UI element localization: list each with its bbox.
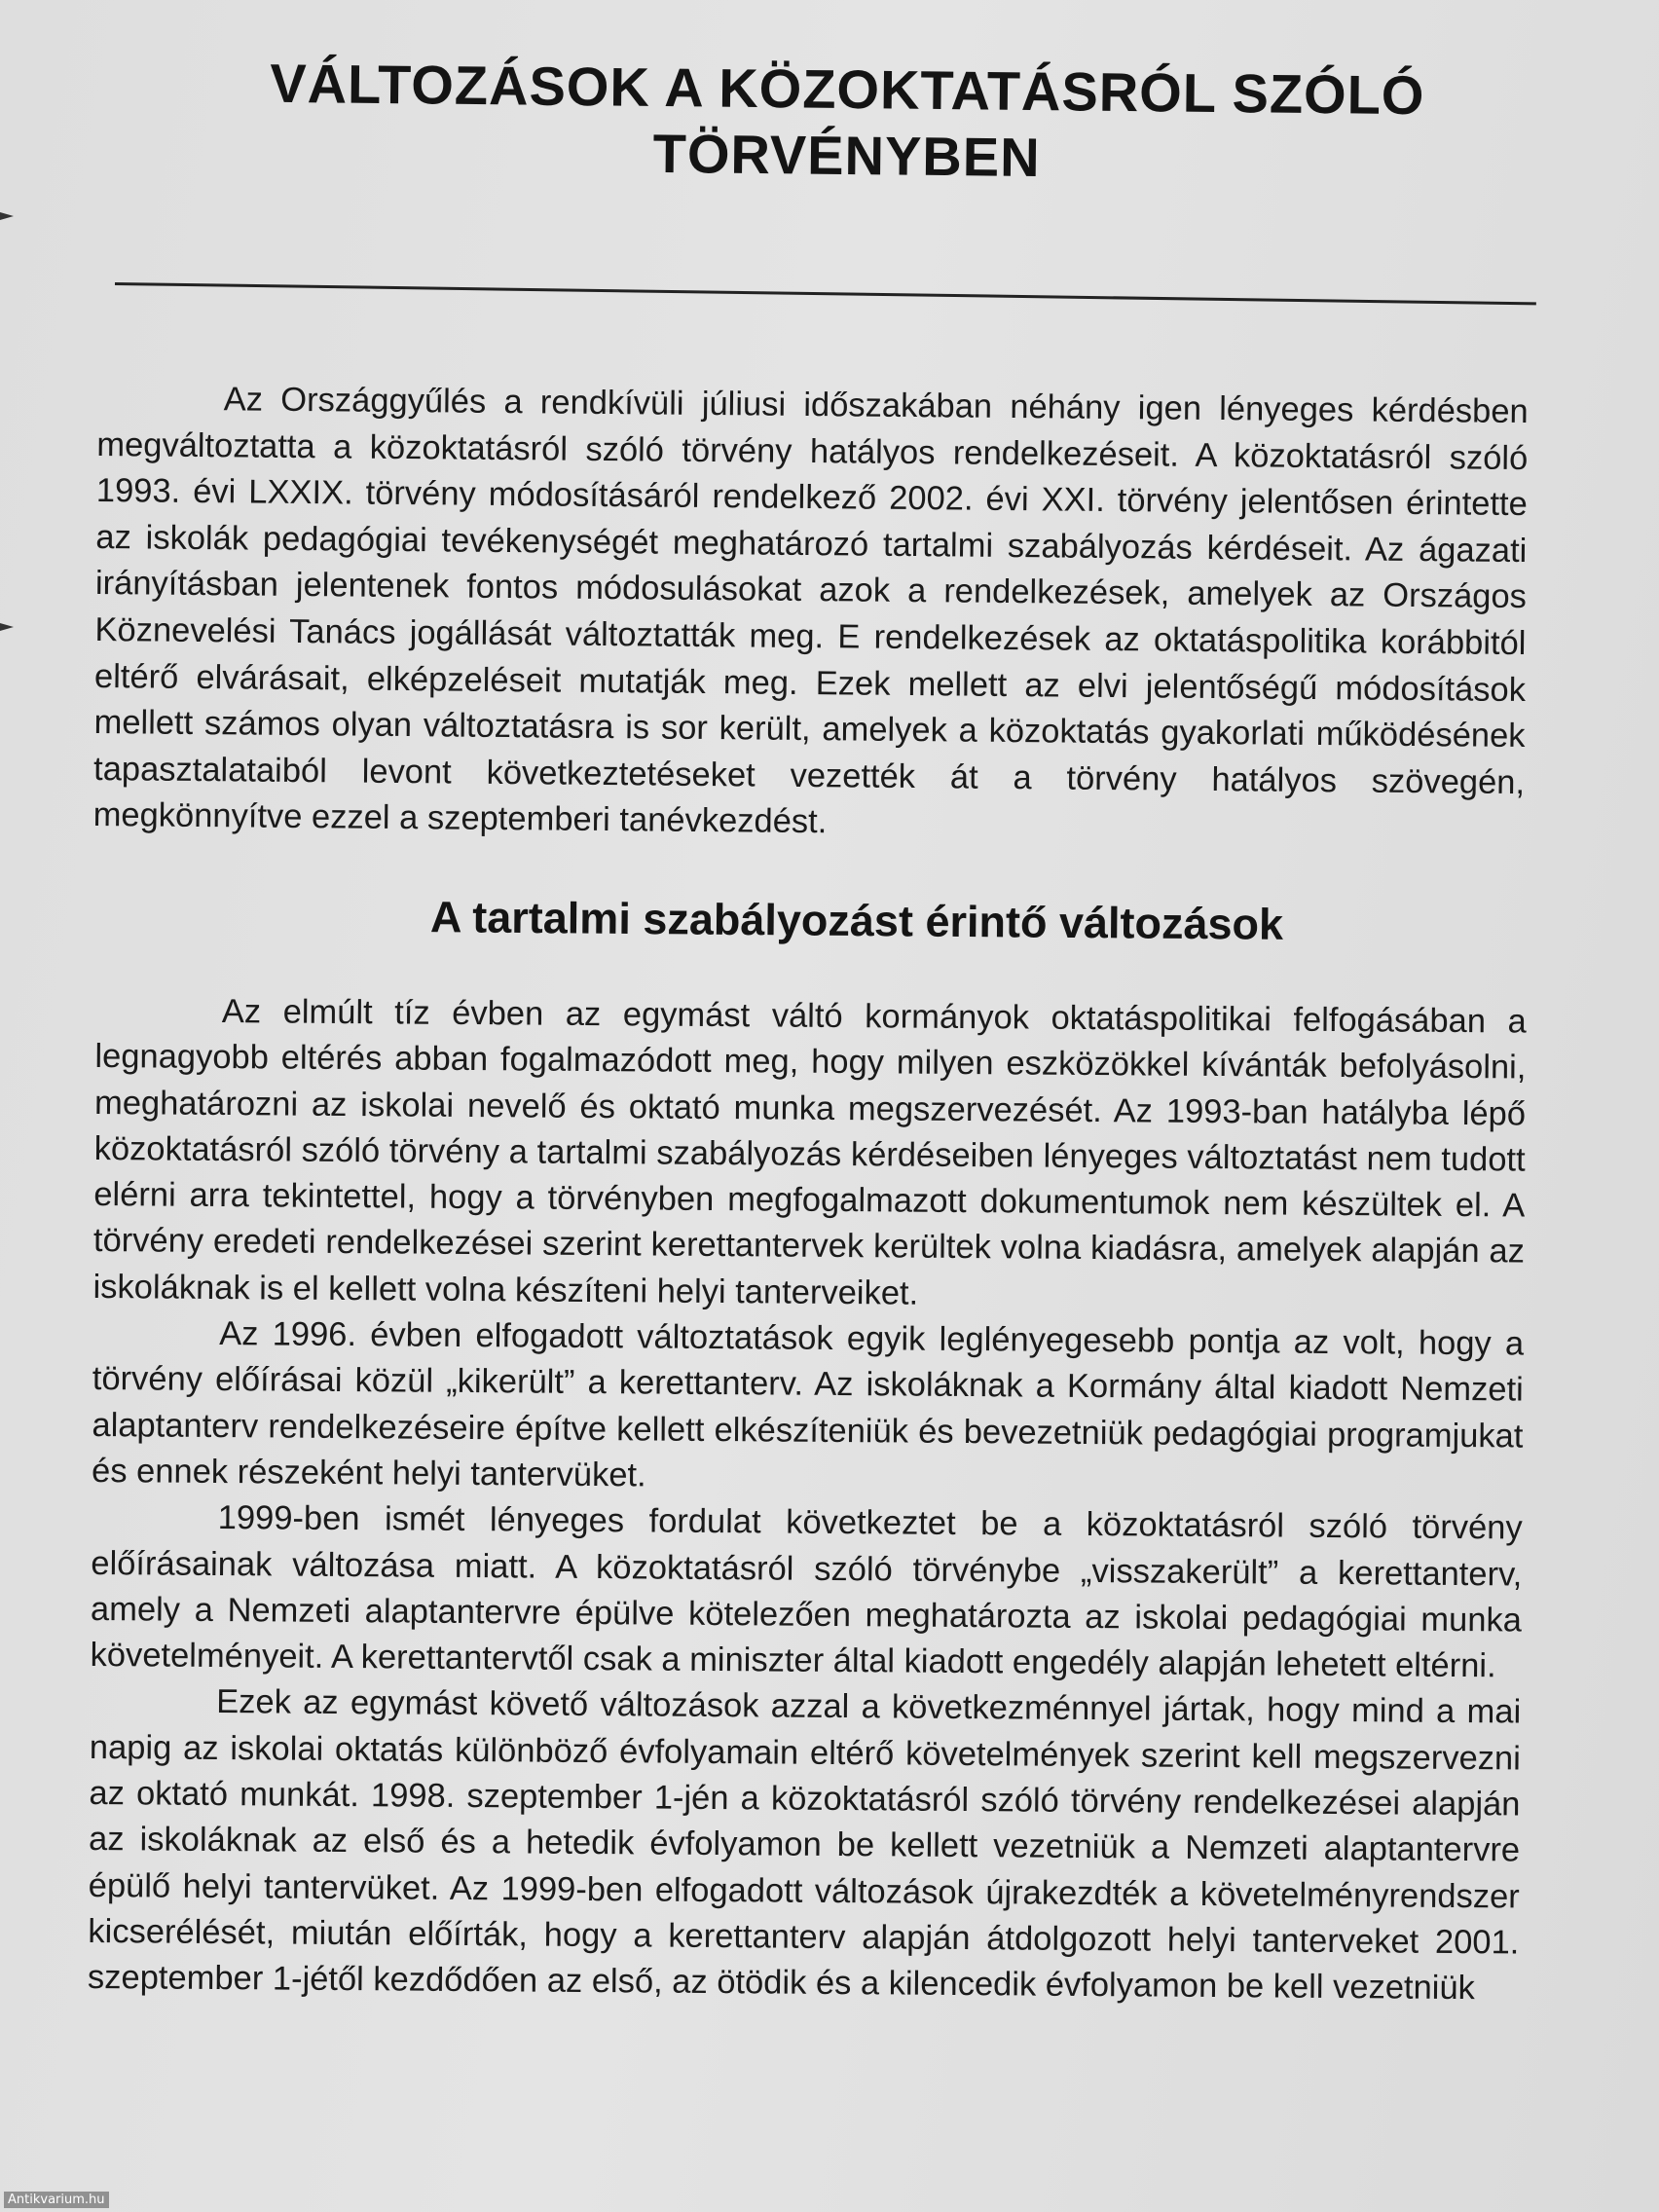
watermark: Antikvarium.hu [4, 2192, 109, 2208]
section-heading: A tartalmi szabályozást érintő változások [429, 892, 1284, 949]
body-paragraph: Az 1996. évben elfogadott változtatások egyik leglényegesebb pontja az volt, hogy a törvény előírásai közül „kikerült” a kerettanterv. Az iskoláknak a Kormány által kiadott Nemzeti alaptanterv rendelkezéseire építve kellett elkészíteniük és bevezetniük pedagógiai programjukat és ennek részeként helyi tantervüket. [91, 1315, 1525, 1494]
title-divider [115, 282, 1536, 305]
body-paragraph: Ezek az egymást követő változások azzal a következménnyel jártak, hogy mind a mai napig az iskolai oktatás különböző évfolyamain eltérő követelmények szerint kell megszervezni az oktató munkát. 1998. szeptember 1-jén a közoktatásról szóló törvény rendelkezései alapján az iskoláknak az első és a hetedik évfolyamon be kellett vezetniük a Nemzeti alaptantervre épülő helyi tantervüket. Az 1999-ben elfogadott változások újrakezdték a követelményrendszer kicserélését, miután előírták, hogy a kerettanterv alapján átdolgozott helyi tanterveket 2001. szeptember 1-jétől kezdődően az első, az ötödik és a kilencedik évfolyamon be kell vezetniük [87, 1683, 1522, 2008]
intro-section [92, 376, 1529, 853]
body-paragraph: 1999-ben ismét lényeges fordulat következtet be a közoktatásról szóló törvény előírásainak változása miatt. A közoktatásról szóló törvénybe „visszakerült” a kerettanterv, amely a Nemzeti alaptantervre épülve kötelezően meghatározta az iskolai pedagógiai munka követelményeit. A kerettantervtől csak a miniszter által kiadott engedély alapján lehetett eltérni. [90, 1499, 1523, 1685]
document-title [155, 50, 1538, 197]
body-paragraph: Az elmúlt tíz évben az egymást váltó kormányok oktatáspolitikai felfogásában a legnagyobb eltérés abban fogalmazódott meg, hogy milyen eszközökkel kívánták befolyásolni, meghatározni az iskolai nevelő és oktató munka megszervezését. Az 1993-ban hatályba lépő közoktatásról szóló törvény a tartalmi szabályozás kérdéseiben lényeges változtatást nem tudott elérni arra tekintettel, hogy a törvényben megfogalmazott dokumentumok nem készültek el. A törvény eredeti rendelkezései szerint kerettantervek kerültek volna kiadásra, amelyek alapján az iskoláknak is el kellett volna készíteni helyi tanterveiket. [92, 993, 1527, 1312]
title-line-2: TÖRVÉNYBEN [652, 122, 1041, 189]
binding-mark [0, 212, 14, 220]
title-line-1: VÁLTOZÁSOK A KÖZOKTATÁSRÓL SZÓLÓ [269, 52, 1425, 127]
binding-mark [0, 623, 14, 631]
section-body [88, 988, 1527, 2012]
intro-paragraph: Az Országgyűlés a rendkívüli júliusi időszakában néhány igen lényeges kérdésben megváltoztatta a közoktatásról szóló törvény hatályos rendelkezéseit. A közoktatásról szóló 1993. évi LXXIX. törvény módosításáról rendelkező 2002. évi XXI. törvény jelentősen érintette az iskolák pedagógiai tevékenységét meghatározó tartalmi szabályozás kérdéseit. Az ágazati irányításban jelentenek fontos módosulásokat azok a rendelkezések, amelyek az Országos Köznevelési Tanács jogállását változtatták meg. E rendelkezések az oktatáspolitika korábbitól eltérő elvárásait, elképzeléseit mutatják meg. Ezek mellett az elvi jelentőségű módosítások mellett számos olyan változtatásra is sor került, amelyek a közoktatás gyakorlati működésének tapasztalataiból levont következtetéseket vezették át a törvény hatályos szövegén, megkönnyítve ezzel a szeptemberi tanévkezdést. [92, 381, 1529, 841]
